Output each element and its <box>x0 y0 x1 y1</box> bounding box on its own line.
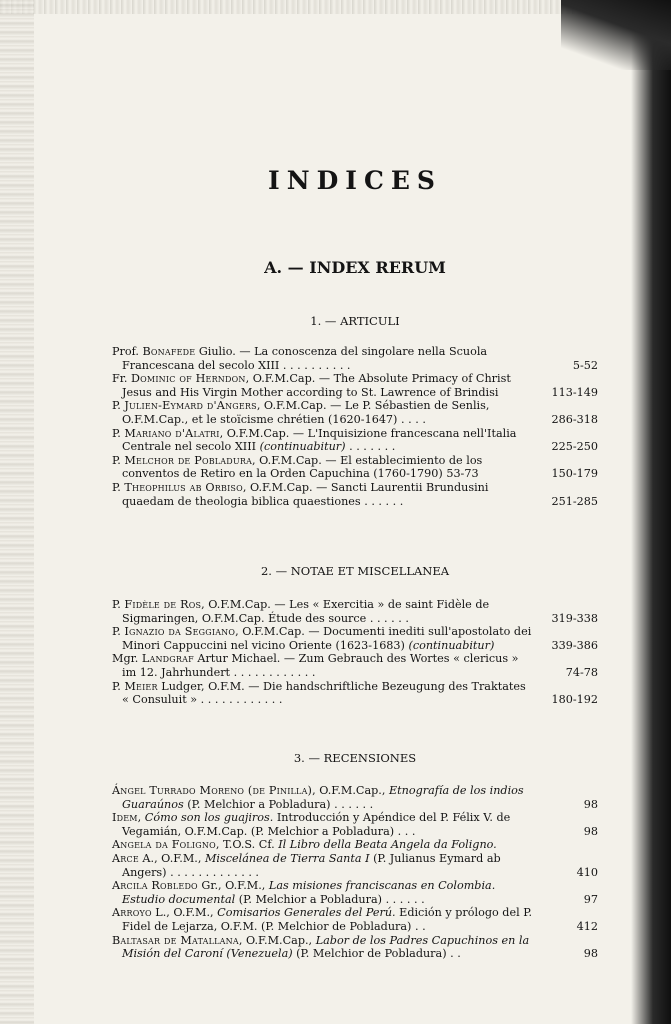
entry-author: Theophilus ab Orbiso <box>124 480 243 494</box>
scan-edge-right <box>631 0 671 1024</box>
entry-text-cont: (P. Melchior de Pobladura) <box>292 947 447 961</box>
entry-leader: . . . . . . . <box>345 440 396 454</box>
entry-author: Angela da Foligno <box>112 838 216 852</box>
entry-italic-title: Comisarios Generales del Perú. <box>217 906 396 920</box>
entry-prefix: P. <box>112 399 125 413</box>
entry-pages: 98 <box>583 947 598 961</box>
entry-text-cont: (P. Melchior a Pobladura) <box>235 892 383 906</box>
entry-author: Julien-Eymard d'Angers <box>124 399 257 413</box>
entry-author: Dominic of Herndon <box>131 372 246 386</box>
entry-italic-title: Las misiones franciscanas en Colombia. Estudio documental <box>122 879 496 906</box>
entry-leader: . . . . . . . . . . <box>279 358 351 372</box>
entry-author: Ángel Turrado Moreno (de Pinilla) <box>112 784 313 797</box>
entry-prefix: P. <box>112 480 125 494</box>
entry-leader: . . . <box>394 824 416 838</box>
entry-text-cont: Introducción y Apéndice del P. Félix V. de Vegamián, O.F.M.Cap. (P. Melchior a Pobladura) <box>122 811 511 838</box>
index-entry <box>112 811 598 838</box>
recensiones-list <box>112 784 598 961</box>
entry-prefix: Mgr. <box>112 652 142 666</box>
index-entry <box>112 838 598 852</box>
entry-text: Giulio. — La conoscenza del singolare nella Scuola Francescana del secolo XIII <box>122 345 488 372</box>
entry-text: , O.F.M.Cap. — The Absolute Primacy of Christ Jesus and His Virgin Mother according to St. Lawrence of Brindisi <box>122 372 511 399</box>
entry-leader: . . . . . . . . . . . . <box>197 693 283 707</box>
section-title-recensiones: 3. — RECENSIONES <box>293 751 417 765</box>
entry-pages: 339-386 <box>551 638 598 652</box>
entry-text: , O.F.M.Cap. — Documenti inediti sull'apostolato dei Minori Cappuccini nel vicino Oriente (1623-1683) <box>122 625 532 652</box>
entry-pages: 225-250 <box>551 440 598 454</box>
entry-leader: . . . . . . . . . . . . <box>230 665 316 679</box>
entry-text: A., O.F.M., <box>138 851 205 865</box>
index-entry <box>112 427 598 454</box>
entry-prefix: Fr. <box>112 372 131 386</box>
entry-prefix: P. <box>112 453 125 467</box>
entry-text: , <box>137 811 145 825</box>
entry-author: Mariano d'Alatri <box>124 426 220 440</box>
entry-italic-title: Labor de los Padres Capuchinos en la Misión del Caroní (Venezuela) <box>122 933 530 961</box>
entry-author: Baltasar de Matallana <box>112 933 239 947</box>
index-entry <box>112 481 598 508</box>
index-entry <box>112 454 598 481</box>
entry-author: Fidèle de Ros <box>124 598 202 611</box>
entry-leader: . . . . . . <box>382 892 425 906</box>
entry-text: Ludger, O.F.M. — Die handschriftliche Bezeugung des Traktates « Consuluit » <box>122 679 526 707</box>
entry-text: Gr., O.F.M., <box>197 879 269 893</box>
entry-text: Artur Michael. — Zum Gebrauch des Wortes « clericus » im 12. Jahrhundert <box>122 652 519 679</box>
entry-text: L., O.F.M., <box>151 906 218 920</box>
index-entry <box>112 852 598 879</box>
entry-author: Ignazio da Seggiano <box>124 625 236 639</box>
entry-prefix: Prof. <box>112 345 143 358</box>
entry-pages: 113-149 <box>551 385 598 399</box>
index-entry <box>112 784 598 811</box>
index-entry <box>112 652 598 679</box>
entry-prefix: P. <box>112 679 125 693</box>
entry-author: Idem <box>112 811 138 825</box>
entry-italic-title: Miscelánea de Tierra Santa I <box>204 851 370 865</box>
entry-leader: 53-73 <box>442 467 479 481</box>
articuli-list <box>112 345 598 508</box>
entry-text: , O.F.M.Cap. — L'Inquisizione francescana nell'Italia Centrale nel secolo XIII <box>122 426 517 454</box>
entry-author: Bonafede <box>142 345 196 358</box>
entry-leader: . . <box>411 919 426 933</box>
entry-pages: 97 <box>583 892 598 906</box>
entry-author: Arcila Robledo <box>112 879 198 893</box>
main-title: INDICES <box>268 166 442 195</box>
index-entry <box>112 625 598 652</box>
entry-text: , O.F.M.Cap. — El establecimiento de los conventos de Retiro en la Orden Capuchina (1760-1790) <box>122 453 483 481</box>
entry-pages: 98 <box>583 797 598 811</box>
entry-leader: . . . . . . <box>330 797 374 811</box>
index-entry <box>112 680 598 707</box>
index-entry <box>112 934 598 961</box>
entry-text-cont: (P. Melchior a Pobladura) <box>183 797 331 811</box>
index-entry <box>112 399 598 426</box>
entry-prefix: P. <box>112 625 125 639</box>
entry-pages: 410 <box>576 865 598 879</box>
entry-leader: . . . . <box>397 412 426 426</box>
entry-pages: 251-285 <box>551 494 598 508</box>
entry-leader: . . <box>446 947 461 961</box>
index-entry <box>112 345 598 372</box>
entry-text: , O.F.M.Cap., <box>238 933 316 947</box>
entry-pages: 74-78 <box>565 665 598 679</box>
entry-text: , O.F.M.Cap. — Le P. Sébastien de Senlis, O.F.M.Cap., et le stoïcisme chrétien (1620-1647) <box>122 399 490 426</box>
entry-prefix: P. <box>112 426 125 440</box>
scan-edge-left <box>0 0 34 1024</box>
entry-author: Meier <box>124 679 158 693</box>
entry-prefix: P. <box>112 598 125 611</box>
entry-italic-title: (continuabitur) <box>259 440 346 454</box>
entry-pages: 286-318 <box>551 412 598 426</box>
section-title-notae: 2. — NOTAE ET MISCELLANEA <box>260 564 450 578</box>
entry-author: Arce <box>112 851 139 865</box>
entry-leader: . . . . . . . . . . . . . <box>166 865 259 879</box>
index-entry <box>112 598 598 625</box>
entry-text: , O.F.M.Cap. — Sancti Laurentii Brundusini quaedam de theologia biblica quaestiones <box>122 480 489 508</box>
entry-text-cont: Edición y prólogo del P. Fidel de Lejarza, O.F.M. (P. Melchior de Pobladura) <box>122 906 533 933</box>
entry-author: Landgraf <box>141 652 194 666</box>
index-title: A. — INDEX RERUM <box>264 258 446 277</box>
index-entry <box>112 372 598 399</box>
entry-text: , O.F.M.Cap., <box>312 784 389 797</box>
entry-pages: 412 <box>576 919 598 933</box>
entry-leader: . . . . . . <box>360 494 404 508</box>
entry-pages: 98 <box>583 824 598 838</box>
entry-text: , T.O.S. Cf. <box>215 838 279 852</box>
index-entry <box>112 906 598 933</box>
entry-italic-title: Il Libro della Beata Angela da Foligno. <box>278 838 497 852</box>
entry-italic-title: (continuabitur) <box>408 638 495 652</box>
entry-pages: 180-192 <box>551 693 598 707</box>
entry-text-cont: (P. Julianus Eymard ab Angers) <box>122 851 501 879</box>
entry-leader: . . . . . . <box>366 611 409 625</box>
section-title-articuli: 1. — ARTICULI <box>310 314 400 328</box>
entry-pages: 150-179 <box>551 467 598 481</box>
notae-list <box>112 598 598 707</box>
entry-italic-title: Etnografía de los indios Guaraúnos <box>122 784 524 811</box>
entry-text: , O.F.M.Cap. — Les « Exercitia » de saint Fidèle de Sigmaringen, O.F.M.Cap. Étude des source <box>122 598 490 625</box>
entry-author: Arroyo <box>112 906 152 920</box>
entry-italic-title: Cómo son los guajiros. <box>144 811 274 825</box>
scan-corner-shadow <box>561 0 671 70</box>
index-entry <box>112 879 598 906</box>
entry-author: Melchor de Pobladura <box>124 453 253 467</box>
entry-pages: 319-338 <box>551 611 598 625</box>
entry-pages: 5-52 <box>572 358 598 372</box>
